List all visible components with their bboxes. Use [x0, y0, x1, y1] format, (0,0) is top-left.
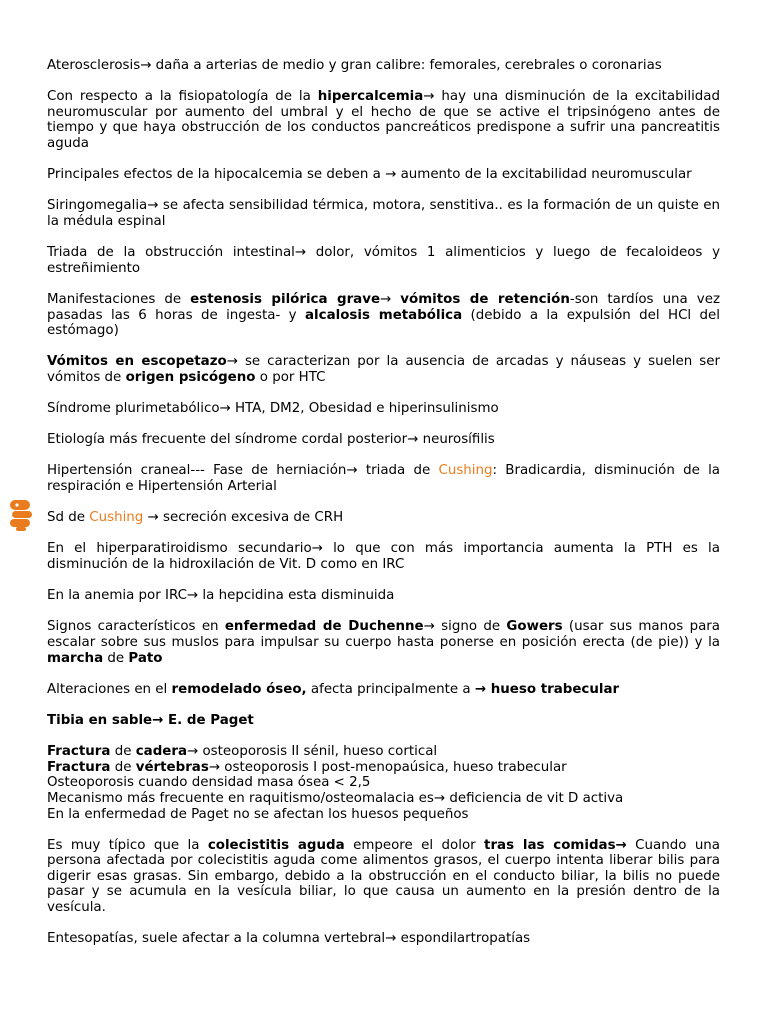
paragraph — [47, 401, 720, 417]
paragraph — [47, 541, 720, 572]
text-run: Siringomegalia→ se afecta sensibilidad térmica, motora, senstitiva.. es la formación de un quiste en la médula espinal — [47, 198, 720, 229]
text-run: → secreción excesiva de CRH — [143, 510, 344, 526]
orange-fist-icon[interactable] — [8, 498, 34, 532]
bold-term: hipercalcemia — [317, 89, 424, 105]
paragraph — [47, 931, 720, 947]
text-run: Alteraciones en el — [47, 681, 172, 697]
text-run: Etiología más frecuente del síndrome cordal posterior→ neurosífilis — [47, 432, 495, 448]
text-run: En la enfermedad de Paget no se afectan los huesos pequeños — [47, 806, 469, 822]
paragraph — [47, 292, 720, 339]
bold-term: colecistitis aguda — [207, 837, 345, 853]
paragraph — [47, 354, 720, 385]
bold-term: vértebras — [135, 759, 209, 775]
text-run: Osteoporosis cuando densidad masa ósea < 2,5 — [47, 775, 371, 791]
text-run: → osteoporosis I post-menopaúsica, hueso trabecular — [208, 759, 567, 775]
text-run: En el hiperparatiroidismo secundario→ lo que con más importancia aumenta la PTH es la disminución de la hidroxilación de Vit. D como en IRC — [47, 541, 720, 572]
text-run: → signo de — [423, 619, 507, 635]
text-run: (debido a la expulsión del HCl del estómago) — [47, 307, 721, 339]
text-run: → se caracterizan por la ausencia de arcadas y náuseas y suelen ser vómitos de — [47, 354, 720, 385]
text-run: empeore el dolor — [344, 837, 485, 853]
text-run: de — [103, 650, 129, 666]
paragraph — [47, 89, 720, 151]
paragraph — [47, 760, 720, 776]
text-run: Entesopatías, suele afectar a la columna vertebral→ espondilartropatías — [47, 931, 531, 947]
text-run: -son tardíos una vez pasadas las 6 horas de ingesta- y — [47, 291, 720, 323]
text-run: Es muy típico que la — [47, 837, 208, 853]
paragraph — [47, 713, 720, 729]
bold-term: Vómitos en escopetazo — [47, 354, 227, 370]
text-run: Aterosclerosis→ daña a arterias de medio y gran calibre: femorales, cerebrales o coronarias — [47, 58, 662, 73]
highlighted-term: Cushing — [89, 510, 144, 526]
bold-term: → hueso trabecular — [474, 681, 620, 697]
paragraph — [47, 58, 720, 74]
paragraph — [47, 744, 720, 760]
paragraph — [47, 619, 720, 666]
bold-term: tras las comidas→ — [484, 837, 627, 853]
text-run: Hipertensión craneal--- Fase de herniación→ triada de — [47, 463, 439, 479]
bold-term: Fractura — [47, 759, 111, 775]
text-run: → hay una disminución de la excitabilidad neuromuscular por aumento del umbral y el hecho de que se active el tripsinógeno antes de tiempo y que haya obstrucción de los conductos pancreáticos predispone a sufrir una pancreatitis aguda — [47, 89, 720, 151]
bold-term: estenosis pilórica grave — [190, 291, 381, 307]
text-run: o por HTC — [255, 369, 326, 385]
bold-term: Pato — [128, 650, 163, 666]
text-run: : Bradicardia, disminución de la respiración e Hipertensión Arterial — [47, 463, 720, 495]
paragraph — [47, 510, 720, 526]
paragraph — [47, 432, 720, 448]
paragraph — [47, 775, 720, 791]
text-run: Manifestaciones de — [47, 291, 191, 307]
bold-term: Gowers — [506, 619, 563, 635]
text-run: de — [110, 759, 136, 775]
paragraph — [47, 588, 720, 604]
bold-term: alcalosis metabólica — [305, 307, 463, 323]
paragraph — [47, 463, 720, 494]
text-run: Triada de la obstrucción intestinal→ dolor, vómitos 1 alimenticios y luego de fecaloideos y estreñimiento — [47, 245, 720, 276]
text-run: → osteoporosis II sénil, hueso cortical — [187, 744, 438, 760]
text-run: Cuando una persona afectada por colecistitis aguda come alimentos grasos, el cuerpo intenta liberar bilis para digerir esas grasas. Sin embargo, debido a la obstrucción en el conducto biliar, la bilis no puede pasar y se acumula en la vesícula biliar, lo que causa un aumento en la presión dentro de la vesícula. — [47, 837, 720, 916]
text-run: de — [110, 744, 136, 760]
text-run: → — [380, 291, 401, 307]
paragraph — [47, 791, 720, 807]
paragraph — [47, 245, 720, 276]
text-run: (usar sus manos para escalar sobre sus muslos para impulsar su cuerpo hasta ponerse en posición erecta (de pie)) y la — [47, 619, 720, 650]
text-run: Con respecto a la fisiopatología de la — [47, 89, 318, 105]
text-run: Síndrome plurimetabólico→ HTA, DM2, Obesidad e hiperinsulinismo — [47, 401, 499, 417]
paragraph — [47, 807, 720, 823]
bold-term: origen psicógeno — [125, 369, 256, 385]
text-run: Signos característicos en — [47, 619, 225, 635]
text-run: En la anemia por IRC→ la hepcidina esta disminuida — [47, 588, 395, 604]
document-page — [47, 58, 720, 962]
paragraph — [47, 682, 720, 698]
highlighted-term: Cushing — [438, 463, 493, 479]
text-run: Sd de — [47, 510, 90, 526]
text-run: Principales efectos de la hipocalcemia se deben a → aumento de la excitabilidad neuromuscular — [47, 167, 692, 183]
paragraph — [47, 198, 720, 229]
bold-term: Tibia en sable→ E. de Paget — [47, 712, 254, 728]
text-run: afecta principalmente a — [306, 681, 475, 697]
bold-term: vómitos de retención — [400, 291, 570, 307]
bold-term: enfermedad de Duchenne — [224, 619, 424, 635]
text-run: Mecanismo más frecuente en raquitismo/osteomalacia es→ deficiencia de vit D activa — [47, 790, 624, 806]
bold-term: remodelado óseo, — [171, 681, 307, 697]
bold-term: cadera — [135, 744, 187, 760]
paragraph — [47, 838, 720, 916]
bold-term: marcha — [47, 650, 104, 666]
bold-term: Fractura — [47, 744, 111, 760]
paragraph — [47, 167, 720, 183]
